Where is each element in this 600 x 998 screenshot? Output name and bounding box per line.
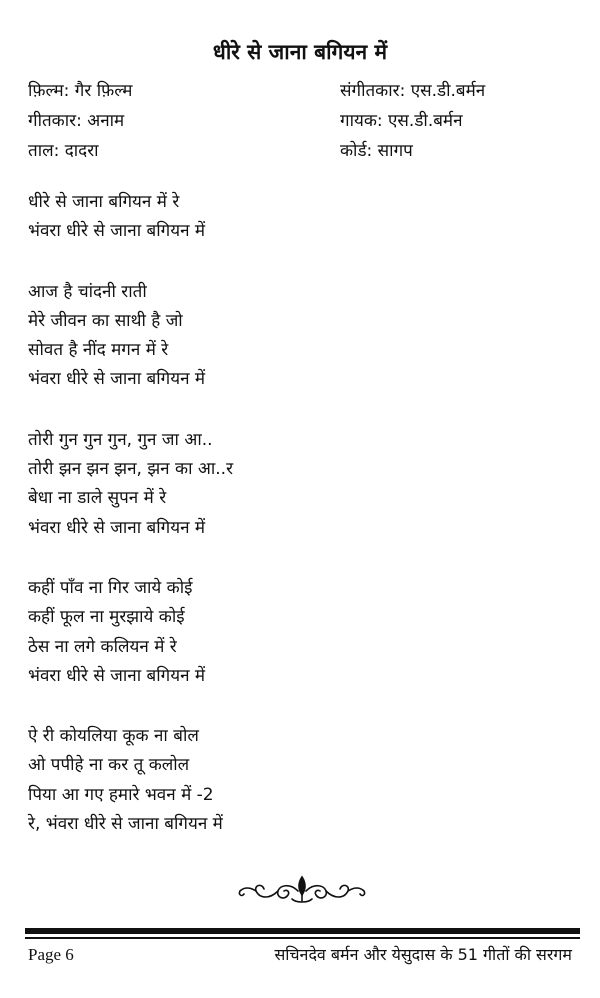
lyric-line: पिया आ गए हमारे भवन में -2 [28,784,214,805]
footer-divider-thin [25,937,580,939]
lyric-line: तोरी गुन गुन गुन, गुन जा आ.. [28,429,213,450]
lyric-line: ओ पपीहे ना कर तू कलोल [28,755,190,776]
lyric-line: मेरे जीवन का साथी है जो [28,310,183,331]
lyrics-body [28,188,233,870]
lyric-line: धीरे से जाना बगियन में रे [28,192,180,212]
page-number: Page 6 [28,945,74,964]
lyric-line: भंवरा धीरे से जाना बगियन में [28,369,206,390]
song-title: धीरे से जाना बगियन में [212,40,388,64]
lyric-line: रे, भंवरा धीरे से जाना बगियन में [28,814,223,835]
stanza [28,722,233,839]
lyric-line: ठेस ना लगे कलियन में रे [28,636,177,657]
scroll-flourish-icon [232,873,372,905]
song-meta-right [340,76,485,166]
taal-info: ताल: दादरा [28,141,99,161]
lyricist-info: गीतकार: अनाम [28,111,125,131]
lyric-line: कहीं फूल ना मुरझाये कोई [28,607,185,628]
stanza [28,574,233,691]
singer-info: गायक: एस.डी.बर्मन [340,111,463,131]
lyric-line: तोरी झन झन झन, झन का आ..र [28,459,234,480]
lyric-line: ऐ री कोयलिया कूक ना बोल [28,726,199,747]
lyric-line: सोवत है नींद मगन में रे [28,340,169,361]
stanza [28,278,233,395]
lyric-line: कहीं पाँव ना गिर जाये कोई [28,577,193,598]
composer-info: संगीतकार: एस.डी.बर्मन [340,81,486,101]
footer-divider [25,928,580,934]
book-title: सचिनदेव बर्मन और येसुदास के 51 गीतों की सरगम [274,945,572,964]
song-meta-left [28,76,132,166]
lyric-line: भंवरा धीरे से जाना बगियन में [28,517,206,538]
lyric-line: बेधा ना डाले सुपन में रे [28,488,167,509]
film-info: फ़िल्म: गैर फ़िल्म [28,81,133,101]
chords-info: कोर्ड: सागप [340,141,413,161]
stanza [28,188,233,247]
lyric-line: भंवरा धीरे से जाना बगियन में [28,665,206,686]
lyric-line: आज है चांदनी राती [28,281,147,302]
stanza [28,426,233,543]
lyric-line: भंवरा धीरे से जाना बगियन में [28,221,206,242]
